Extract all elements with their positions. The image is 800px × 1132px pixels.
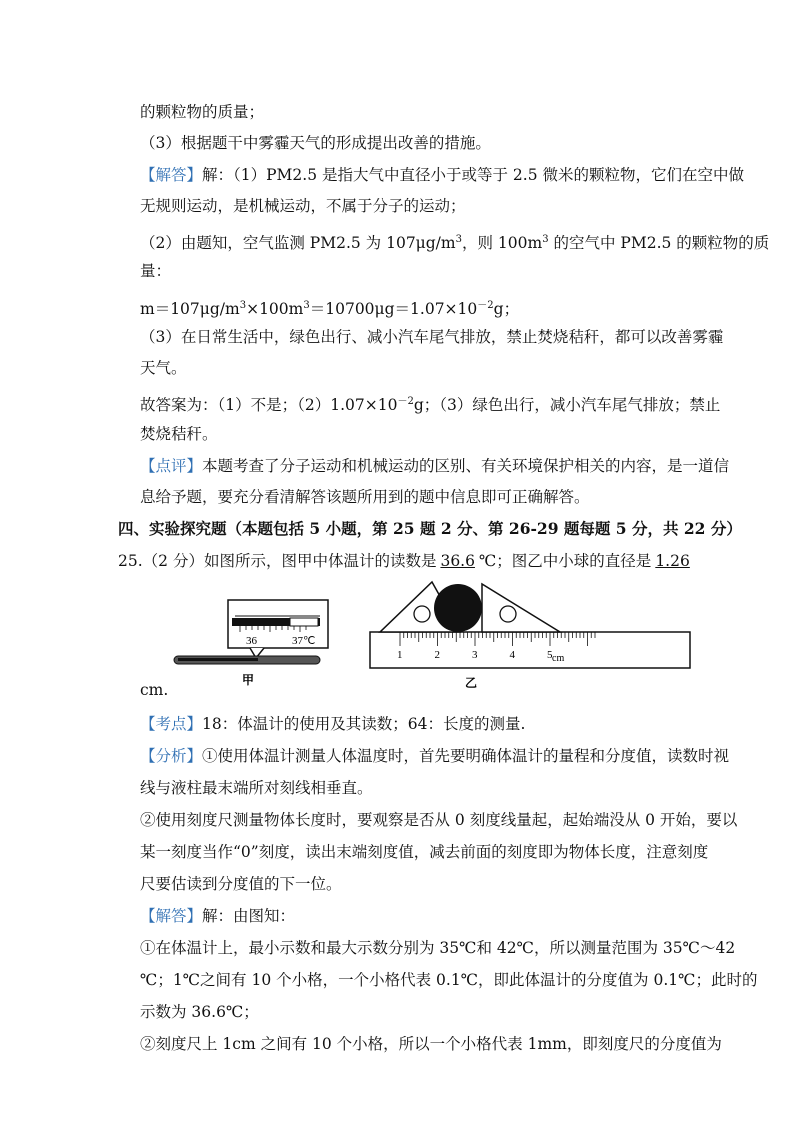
- empty-capillary: [290, 618, 318, 626]
- text-line: [140, 810, 737, 830]
- text-line: [140, 874, 342, 894]
- text-line: [140, 487, 590, 507]
- figure-label-yi: 乙: [465, 676, 478, 688]
- answer-line: [140, 906, 295, 926]
- text-line: [140, 133, 491, 153]
- kaodian-tag: 【考点】: [140, 715, 203, 733]
- line-text: ＝10700μg＝1.07×10: [309, 300, 478, 318]
- ruler-number: 1: [397, 649, 403, 661]
- text-line: [140, 327, 723, 347]
- text-line: [140, 102, 264, 122]
- comment-tag: 【点评】: [140, 457, 203, 475]
- line-text: 解：由图知：: [202, 907, 296, 925]
- line-text: ②刻度尺上 1cm 之间有 10 个小格，所以一个小格代表 1mm，即刻度尺的分度值为: [140, 1035, 722, 1053]
- line-text: （3）根据题干中雾霾天气的形成提出改善的措施。: [140, 134, 491, 152]
- thermometer-scale-label: 36: [246, 635, 257, 647]
- line-text: ①使用体温计测量人体温度时，首先要明确体温计的量程和分度值，读数时视: [202, 747, 730, 765]
- triangle-hole: [500, 606, 516, 622]
- superscript: －2: [397, 396, 414, 407]
- analysis-tag: 【分析】: [140, 747, 203, 765]
- text-line: [140, 1002, 259, 1022]
- line-text: 四、实验探究题（本题包括 5 小题，第 25 题 2 分、第 26-29 题每题 5 分，共 22 分）: [118, 519, 742, 538]
- ruler-body: [370, 632, 690, 668]
- line-text: 故答案为：（1）不是；（2）1.07×10: [140, 396, 398, 414]
- text-line: [140, 970, 757, 990]
- superscript: 3: [239, 300, 247, 311]
- line-text: ，则 100m: [461, 234, 543, 252]
- answer-tag: 【解答】: [140, 166, 203, 184]
- line-text: 无规则运动，是机械运动，不属于分子的运动；: [140, 197, 466, 215]
- line-text: ℃；图乙中小球的直径是: [478, 552, 652, 570]
- line-text: 示数为 36.6℃；: [140, 1003, 259, 1021]
- line-text: 某一刻度当作“0”刻度，读出末端刻度值，减去前面的刻度即为物体长度，注意刻度: [140, 843, 709, 861]
- line-text: cm.: [140, 681, 169, 699]
- line-text: 尺要估读到分度值的下一位。: [140, 875, 342, 893]
- line-text: 量：: [140, 262, 172, 280]
- text-line: [140, 778, 373, 798]
- ruler-drawing: [370, 582, 690, 688]
- text-line: [140, 424, 218, 444]
- ruler-number: 5: [547, 649, 553, 661]
- ball: [434, 584, 482, 632]
- text-line: [140, 842, 708, 862]
- line-text: 息给予题，要充分看清解答该题所用到的题中信息即可正确解答。: [140, 488, 590, 506]
- line-text: 的空气中 PM2.5 的颗粒物的质: [548, 234, 770, 252]
- thermometer-drawing: [174, 600, 328, 687]
- line-text: 线与液柱最末端所对刻线相垂直。: [140, 779, 373, 797]
- text-line: [140, 261, 171, 281]
- line-text: 本题考查了分子运动和机械运动的区别、有关环境保护相关的内容，是一道信: [202, 457, 730, 475]
- line-text: （3）在日常生活中，绿色出行、减小汽车尾气排放，禁止焚烧秸秆，都可以改善雾霾: [140, 328, 724, 346]
- triangle-hole: [414, 606, 430, 622]
- kaodian-line: [140, 714, 525, 734]
- figure-label-jia: 甲: [242, 673, 255, 687]
- line-text: 18：体温计的使用及其读数；64：长度的测量.: [202, 715, 526, 733]
- superscript: 3: [303, 300, 310, 311]
- line-text: ①在体温计上，最小示数和最大示数分别为 35℃和 42℃，所以测量范围为 35℃～42: [140, 939, 736, 957]
- line-text: 天气。: [140, 359, 187, 377]
- text-line: [140, 392, 720, 415]
- line-text: 25.（2 分）如图所示，图甲中体温计的读数是: [118, 552, 437, 570]
- line-text: ×100m: [246, 300, 304, 318]
- measurement-figure: [160, 578, 700, 688]
- line-text: 解：（1）PM2.5 是指大气中直径小于或等于 2.5 微米的颗粒物，它们在空中做: [202, 166, 745, 184]
- text-line: [140, 358, 187, 378]
- line-text: m＝107μg/m: [140, 300, 240, 318]
- ruler-number: 4: [509, 649, 515, 661]
- text-line: [140, 680, 168, 700]
- line-text: g；（3）绿色出行，减小汽车尾气排放；禁止: [413, 396, 721, 414]
- superscript: 3: [455, 234, 462, 245]
- thermometer-mercury: [178, 658, 258, 661]
- ruler-number: 3: [472, 649, 478, 661]
- text-line: [140, 230, 769, 253]
- answer-blank: 36.6: [440, 552, 475, 570]
- comment-line: [140, 456, 729, 476]
- line-text: ℃；1℃之间有 10 个小格，一个小格代表 0.1℃，即此体温计的分度值为 0.1℃；此时的: [140, 971, 758, 989]
- answer-line: [140, 165, 744, 185]
- line-text: ②使用刻度尺测量物体长度时，要观察是否从 0 刻度线量起，起始端没从 0 开始，要以: [140, 811, 738, 829]
- thermometer-scale-label: 37℃: [292, 635, 316, 647]
- line-text: 的颗粒物的质量；: [140, 103, 265, 121]
- analysis-line: [140, 746, 729, 766]
- line-text: （2）由题知，空气监测 PM2.5 为 107μg/m: [140, 234, 456, 252]
- line-text: g；: [493, 300, 520, 318]
- answer-blank: 1.26: [655, 552, 690, 570]
- superscript: －2: [477, 300, 494, 311]
- answer-tag: 【解答】: [140, 907, 203, 925]
- formula-line: [140, 296, 519, 319]
- ruler-number: 2: [434, 649, 440, 661]
- text-line: [140, 938, 735, 958]
- question-line: [118, 551, 694, 571]
- superscript: 3: [542, 234, 549, 245]
- text-line: [140, 196, 466, 216]
- text-line: [140, 1034, 722, 1054]
- line-text: 焚烧秸秆。: [140, 425, 218, 443]
- right-triangle: [482, 584, 560, 632]
- section-heading: [118, 519, 742, 539]
- ruler-unit-label: cm: [552, 653, 565, 664]
